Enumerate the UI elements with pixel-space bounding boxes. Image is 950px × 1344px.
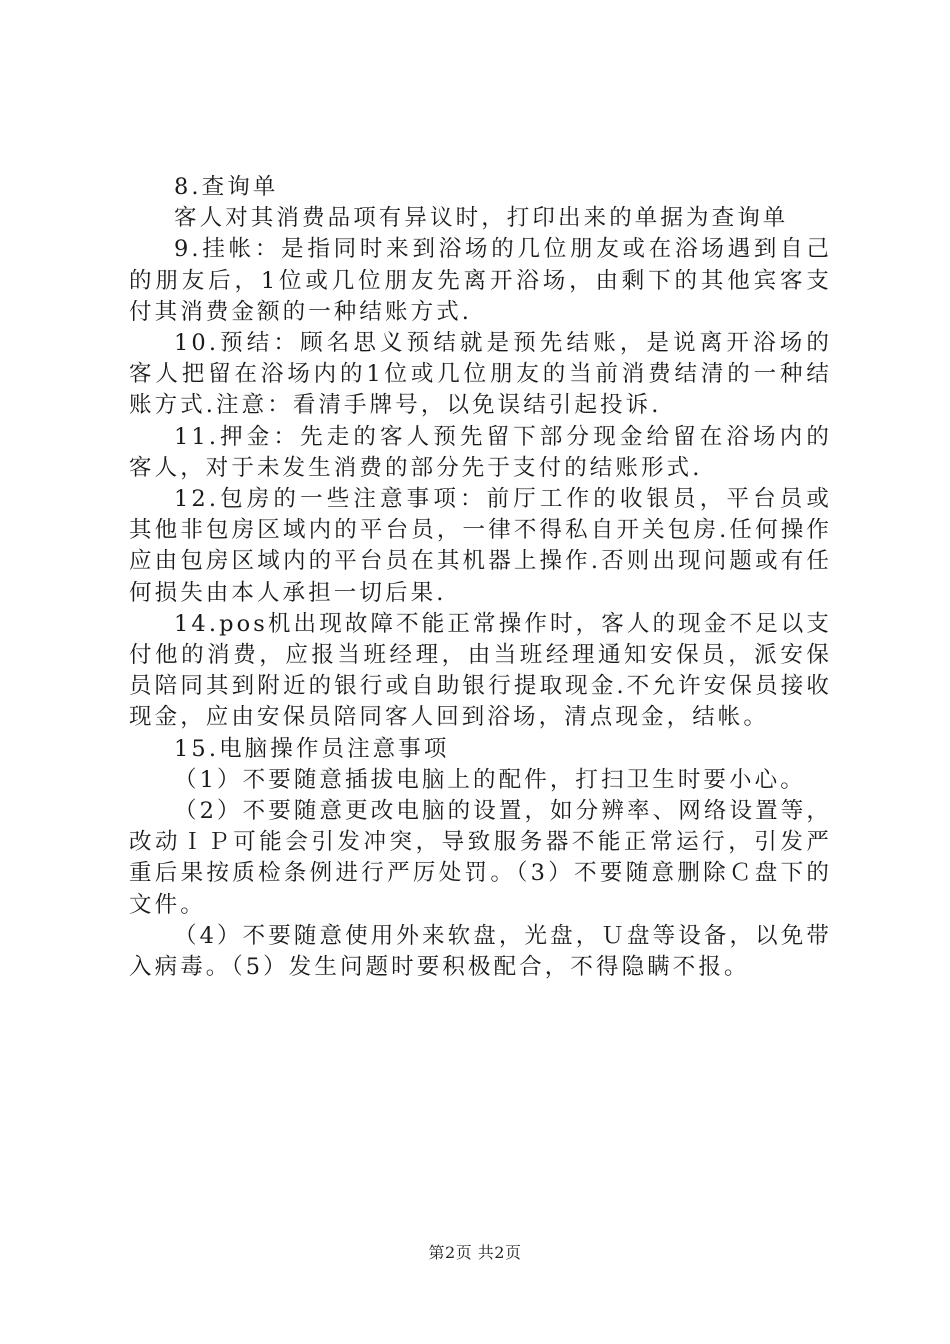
paragraph-computer-operator-heading: 15.电脑操作员注意事项	[174, 735, 450, 762]
paragraph-charge-account: 9.挂帐：是指同时来到浴场的几位朋友或在浴场遇到自己的朋友后，1位或几位朋友先离开浴场，由剩下的其他宾客支付其消费金额的一种结账方式.	[129, 236, 832, 325]
paragraph-rule-1: （1）不要随意插拔电脑上的配件，打扫卫生时要小心。	[174, 766, 806, 793]
document-body	[129, 172, 832, 983]
paragraph-rule-2-3: （2）不要随意更改电脑的设置，如分辨率、网络设置等，改动ＩＰ可能会引发冲突，导致服务器不能正常运行，引发严重后果按质检条例进行严厉处罚。（3）不要随意删除Ｃ盘下的文件。	[129, 798, 832, 918]
paragraph-rule-4-5: （4）不要随意使用外来软盘，光盘，Ｕ盘等设备，以免带入病毒。（5）发生问题时要积极配合，不得隐瞒不报。	[129, 922, 832, 981]
paragraph-pos-failure: 14.pos机出现故障不能正常操作时，客人的现金不足以支付他的消费，应报当班经理，由当班经理通知安保员，派安保员陪同其到附近的银行或自助银行提取现金.不允许安保员接收现金，应由安保员陪同客人回到浴场，清点现金，结帐。	[129, 610, 832, 731]
paragraph-query-slip: 客人对其消费品项有异议时，打印出来的单据为查询单	[174, 205, 789, 232]
paragraph-deposit: 11.押金：先走的客人预先留下部分现金给留在浴场内的客人，对于未发生消费的部分先于支付的结账形式.	[129, 423, 832, 481]
paragraph-private-room-notes: 12.包房的一些注意事项：前厅工作的收银员，平台员或其他非包房区域内的平台员，一律不得私自开关包房.任何操作应由包房区域内的平台员在其机器上操作.否则出现问题或有任何损失由本人承担一切后果.	[129, 486, 832, 606]
paragraph-pre-settlement: 10.预结：顾名思义预结就是预先结账，是说离开浴场的客人把留在浴场内的1位或几位朋友的当前消费结清的一种结账方式.注意：看清手牌号，以免误结引起投诉.	[129, 330, 832, 419]
paragraph-query-slip-heading: 8.查询单	[174, 174, 279, 200]
page-number-footer: 第2页 共2页	[428, 1243, 522, 1262]
